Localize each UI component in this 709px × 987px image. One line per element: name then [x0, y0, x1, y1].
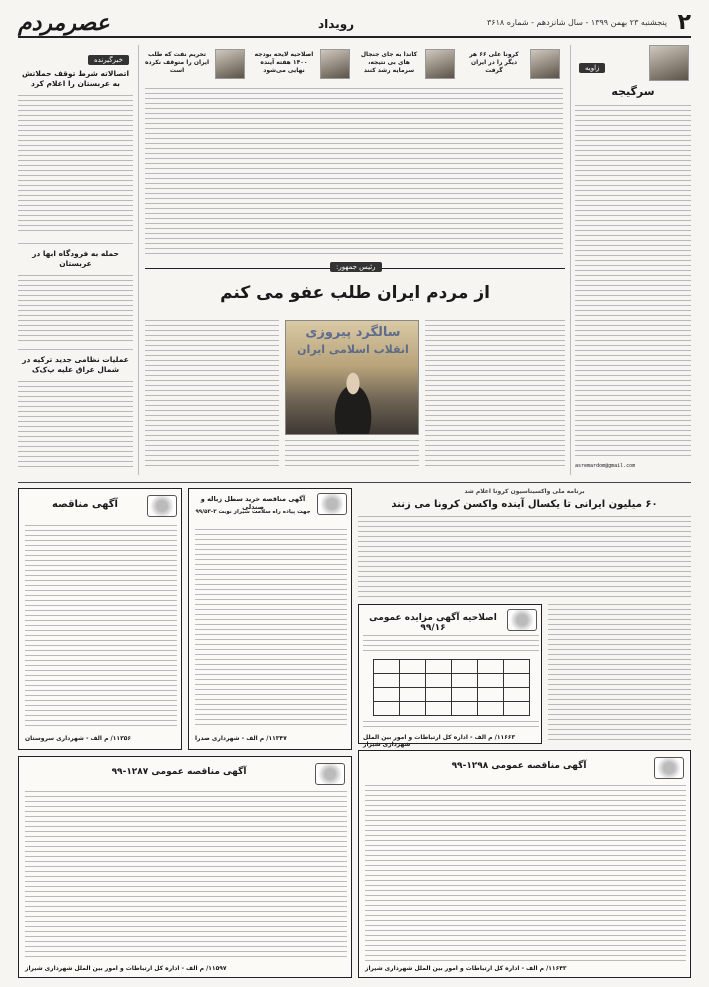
- ad-footer: ۱۱۵۹۷/ م الف - اداره کل ارتباطات و امور بین الملل شهرداری شیراز: [25, 965, 227, 972]
- ad-footer: ۱۱۶۴۳/ م الف - اداره کل ارتباطات و امور بین الملل شهرداری شیراز: [365, 965, 567, 972]
- ad-body: [25, 525, 177, 729]
- column-email[interactable]: asremardom@gmail.com: [575, 463, 636, 469]
- divider: [18, 243, 133, 244]
- ad-body: [365, 785, 686, 961]
- ad-sarvestan-tender: [18, 488, 182, 750]
- vaccine-headline: ۶۰ میلیون ایرانی تا یکسال آینده واکسن کرونا می زنند: [391, 499, 658, 510]
- columnist-photo: [649, 45, 689, 81]
- main-story-headline: از مردم ایران طلب عفو می کنم: [220, 283, 490, 303]
- top-item-4: [140, 45, 245, 83]
- main-story-kicker: رئیس جمهور:: [330, 262, 382, 272]
- municipality-emblem: [317, 493, 347, 515]
- section-divider: [18, 482, 691, 483]
- top-item-title: کاندا به جای جنجال های بی نتیجه، سرمایه رشد کنند: [360, 51, 418, 74]
- municipality-emblem: [315, 763, 345, 785]
- municipality-emblem: [147, 495, 177, 517]
- top-item-photo: [320, 49, 350, 79]
- upper-stories-body: [145, 88, 563, 256]
- vaccine-body: [358, 516, 691, 598]
- top-item-photo: [215, 49, 245, 79]
- left-story-3-body: [18, 381, 133, 471]
- top-item-2: [355, 45, 455, 83]
- photo-caption-body: [285, 440, 419, 470]
- ad-title: آگهی مناقصه عمومی ۱۲۸۷-۹۹: [111, 767, 247, 777]
- photo-banner-line1: سالگرد پیروزی: [305, 325, 401, 340]
- main-story-body-right: [425, 320, 565, 470]
- ad-footer: ۱۱۶۶۳/ م الف - اداره کل ارتباطات و امور بین الملل شهرداری شیراز: [363, 734, 516, 748]
- ad-table: [373, 659, 530, 716]
- vaccine-story: [358, 488, 691, 598]
- ad-body: [363, 721, 539, 731]
- left-headline-2: حمله به فرودگاه ابها در عربستان: [32, 249, 119, 268]
- photo-banner-line2: انقلاب اسلامی ایران: [297, 343, 409, 356]
- top-strip: [140, 45, 560, 83]
- top-item-title: تحریم نفت که طلب ایران را متوقف نکرده است: [144, 51, 210, 74]
- divider: [18, 349, 133, 350]
- ad-body: [25, 791, 347, 961]
- ad-tender-1287: [18, 756, 352, 978]
- ad-body: [363, 635, 539, 655]
- ad-tender-1298: [358, 750, 691, 978]
- main-story-body-left: [145, 320, 279, 470]
- masthead: [18, 10, 691, 38]
- ad-title: اصلاحیه آگهی مزایده عمومی ۹۹/۱۶: [369, 613, 497, 633]
- ad-title: آگهی مناقصه خرید سطل زباله و صندلی: [200, 495, 306, 511]
- column-title: سرگیجه: [611, 85, 655, 98]
- president-figure: [321, 361, 385, 435]
- ad-title: آگهی مناقصه: [52, 499, 118, 510]
- main-story: [145, 262, 565, 474]
- municipality-emblem: [654, 757, 684, 779]
- left-column-tag: خبرگیرنده: [88, 55, 129, 65]
- top-item-title: اصلاحیه لایحه بودجه ۱۴۰۰ هفته آینده نهایی می‌شود: [254, 51, 314, 74]
- vaccine-kicker: برنامه ملی واکسیناسیون کرونا اعلام شد: [464, 488, 585, 495]
- top-item-1: [460, 45, 560, 83]
- newspaper-logo: عصرمردم: [18, 10, 110, 36]
- ad-body: [195, 529, 347, 729]
- left-story-2-body: [18, 275, 133, 343]
- section-name: رویداد: [318, 17, 355, 31]
- top-item-photo: [425, 49, 455, 79]
- vaccine-body-continued: [548, 604, 691, 744]
- left-headline-3: عملیات نظامی جدید ترکیه در شمال عراق علیه پ‌ک‌ک: [22, 355, 129, 374]
- column-divider: [570, 45, 571, 475]
- municipality-emblem: [507, 609, 537, 631]
- column-body: [575, 105, 691, 460]
- ad-footer: ۱۱۳۵۶/ م الف - شهرداری سروستان: [25, 735, 132, 742]
- top-item-title: کرونا علی ۶۶ هر دیگر را در ایران گرفت: [469, 51, 519, 74]
- main-story-photo: [285, 320, 419, 435]
- column-tag: زاویه: [579, 63, 605, 73]
- ad-auction-correction: [358, 604, 542, 748]
- left-headline-1: اتصالاته شرط توقف حملاتش به عربستان را اعلام کرد: [21, 69, 130, 88]
- left-story-1-body: [18, 95, 133, 235]
- ad-sadra-tender: [188, 488, 352, 750]
- ad-subtitle: جهت پیاده راه سلامت شیراز نوبت ۳-۹۹/۵۳: [195, 509, 311, 515]
- ad-title: آگهی مناقصه عمومی ۱۲۹۸-۹۹: [451, 761, 587, 771]
- left-column: [18, 55, 133, 475]
- top-item-photo: [530, 49, 560, 79]
- right-column: [575, 45, 691, 475]
- column-divider: [138, 45, 139, 475]
- page-number: ۲: [677, 10, 691, 35]
- ad-footer: ۱۱۳۴۷/ م الف - شهرداری صدرا: [195, 735, 287, 742]
- top-item-3: [250, 45, 350, 83]
- date-line: پنجشنبه ۲۳ بهمن ۱۳۹۹ - سال شانزدهم - شماره ۳۶۱۸: [487, 18, 667, 27]
